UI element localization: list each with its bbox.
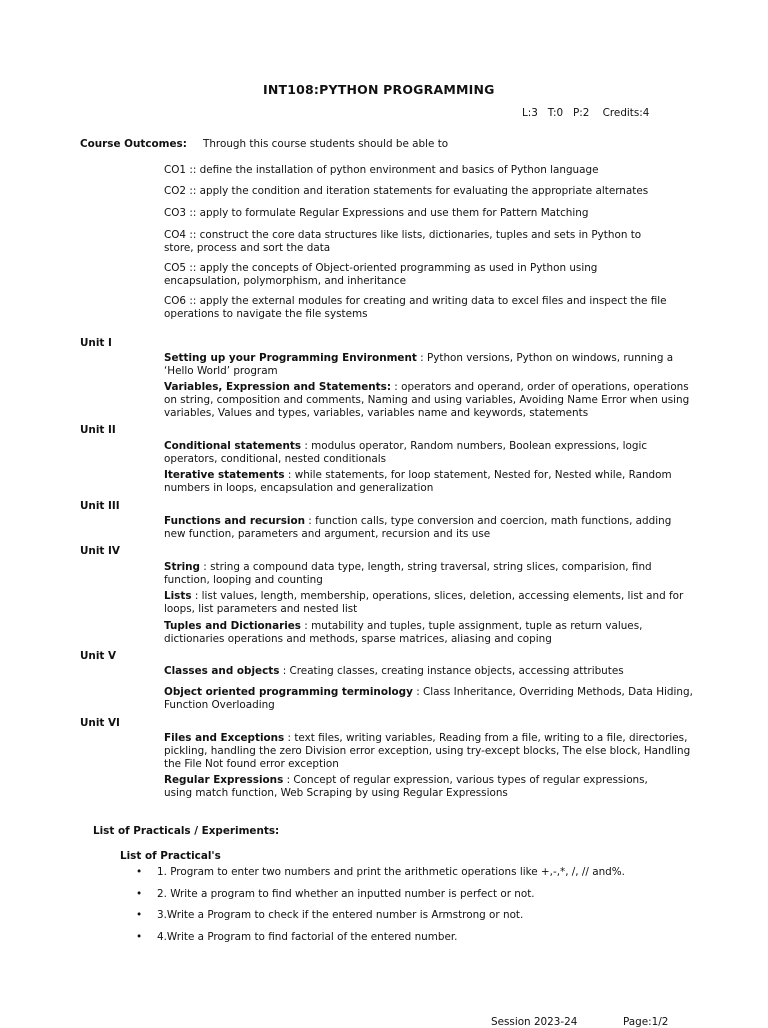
practical-item: 2. Write a program to find whether an inputted number is perfect or not. bbox=[157, 888, 535, 900]
practical-item: 3.Write a Program to check if the entered number is Armstrong or not. bbox=[157, 909, 524, 921]
unit-topic bbox=[164, 590, 684, 616]
unit-topic bbox=[164, 665, 724, 678]
unit-label: Unit III bbox=[80, 500, 120, 512]
unit-topic bbox=[164, 774, 674, 800]
course-outcome-item: CO4 :: construct the core data structures like lists, dictionaries, tuples and sets in Python to store, process and sort the data bbox=[164, 229, 642, 254]
unit-topic bbox=[164, 620, 644, 646]
topic-title: Iterative statements bbox=[164, 469, 285, 481]
topic-separator: : bbox=[284, 732, 295, 744]
topic-description: list values, length, membership, operations, slices, deletion, accessing elements, list and for loops, list parameters and nested list bbox=[164, 590, 684, 615]
topic-description: mutability and tuples, tuple assignment, tuple as return values, dictionaries operations and methods, sparse matrices, aliasing and coping bbox=[164, 620, 643, 645]
credit-info: L:3 T:0 P:2 Credits:4 bbox=[522, 107, 650, 119]
topic-title: String bbox=[164, 561, 200, 573]
practical-item: 1. Program to enter two numbers and print the arithmetic operations like +,-,*, /, // and%. bbox=[157, 866, 625, 878]
unit-label: Unit II bbox=[80, 424, 116, 436]
topic-title: Setting up your Programming Environment bbox=[164, 352, 417, 364]
topic-description: Python versions, Python on windows, running a ‘Hello World’ program bbox=[164, 352, 674, 377]
unit-label: Unit I bbox=[80, 337, 112, 349]
unit-topic bbox=[164, 515, 689, 541]
topic-title: Files and Exceptions bbox=[164, 732, 285, 744]
topic-description: string a compound data type, length, string traversal, string slices, comparision, find function, looping and counting bbox=[164, 561, 652, 586]
topic-separator: : bbox=[301, 440, 312, 452]
topic-description: Creating classes, creating instance objects, accessing attributes bbox=[289, 665, 624, 677]
topic-description: while statements, for loop statement, Nested for, Nested while, Random numbers in loops, encapsulation and generalization bbox=[164, 469, 672, 494]
topic-description: Concept of regular expression, various types of regular expressions, using match function, Web Scraping by using Regular Expressions bbox=[164, 774, 648, 799]
topic-title: Tuples and Dictionaries bbox=[164, 620, 301, 632]
course-outcomes-intro: Through this course students should be able to bbox=[203, 138, 449, 150]
topic-separator: : bbox=[199, 561, 211, 573]
practicals-subheading: List of Practical's bbox=[120, 850, 221, 862]
topic-title: Lists bbox=[164, 590, 192, 602]
topic-separator: : bbox=[416, 352, 427, 364]
course-outcome-item: CO2 :: apply the condition and iteration statements for evaluating the appropriate alternates bbox=[164, 185, 649, 197]
topic-separator: : bbox=[284, 469, 295, 481]
bullet-icon: • bbox=[136, 866, 143, 878]
topic-title: Object oriented programming terminology bbox=[164, 686, 413, 698]
topic-separator: : bbox=[191, 590, 202, 602]
unit-topic bbox=[164, 732, 694, 770]
unit-topic bbox=[164, 440, 654, 466]
practicals-heading: List of Practicals / Experiments: bbox=[93, 825, 280, 837]
course-title: INT108:PYTHON PROGRAMMING bbox=[263, 82, 495, 97]
unit-topic bbox=[164, 561, 654, 587]
unit-topic bbox=[164, 469, 679, 495]
topic-title: Regular Expressions bbox=[164, 774, 284, 786]
unit-topic bbox=[164, 352, 679, 378]
course-outcome-item: CO6 :: apply the external modules for creating and writing data to excel files and inspect the file operations to navigate the file systems bbox=[164, 295, 667, 320]
topic-separator: : bbox=[279, 665, 290, 677]
topic-description: text files, writing variables, Reading from a file, writing to a file, directories, pickling, handling the zero Division error exception, using try-except blocks, The else block, Handling the File Not found error exception bbox=[164, 732, 691, 770]
footer-session: Session 2023-24 bbox=[491, 1016, 578, 1028]
unit-topic bbox=[164, 381, 704, 419]
bullet-icon: • bbox=[136, 909, 143, 921]
topic-title: Functions and recursion bbox=[164, 515, 305, 527]
topic-description: Class Inheritance, Overriding Methods, Data Hiding, Function Overloading bbox=[164, 686, 693, 711]
topic-separator: : bbox=[283, 774, 294, 786]
unit-label: Unit VI bbox=[80, 717, 120, 729]
course-outcome-item: CO5 :: apply the concepts of Object-oriented programming as used in Python using encapsulation, polymorphism, and inheritance bbox=[164, 262, 598, 287]
bullet-icon: • bbox=[136, 888, 143, 900]
unit-label: Unit IV bbox=[80, 545, 120, 557]
unit-label: Unit V bbox=[80, 650, 117, 662]
topic-description: function calls, type conversion and coercion, math functions, adding new function, parameters and argument, recursion and its use bbox=[164, 515, 672, 540]
topic-separator: : bbox=[412, 686, 423, 698]
topic-title: Conditional statements bbox=[164, 440, 302, 452]
topic-description: operators and operand, order of operations, operations on string, composition and comments, Naming and using variables, Avoiding Name Error when using variables, Values and types, variables, variables name and keywords, statements bbox=[164, 381, 690, 419]
topic-title: Variables, Expression and Statements: bbox=[164, 381, 391, 393]
unit-topic bbox=[164, 686, 694, 712]
topic-title: Classes and objects bbox=[164, 665, 280, 677]
course-outcome-item: CO1 :: define the installation of python environment and basics of Python language bbox=[164, 164, 599, 176]
bullet-icon: • bbox=[136, 931, 143, 943]
course-outcomes-heading: Course Outcomes: bbox=[80, 138, 187, 150]
topic-separator: : bbox=[305, 515, 316, 527]
topic-separator: : bbox=[301, 620, 312, 632]
practical-item: 4.Write a Program to find factorial of the entered number. bbox=[157, 931, 458, 943]
course-outcome-item: CO3 :: apply to formulate Regular Expressions and use them for Pattern Matching bbox=[164, 207, 589, 219]
topic-description: modulus operator, Random numbers, Boolean expressions, logic operators, conditional, nested conditionals bbox=[164, 440, 648, 465]
topic-separator: : bbox=[391, 381, 402, 393]
footer-page-number: Page:1/2 bbox=[623, 1016, 669, 1028]
